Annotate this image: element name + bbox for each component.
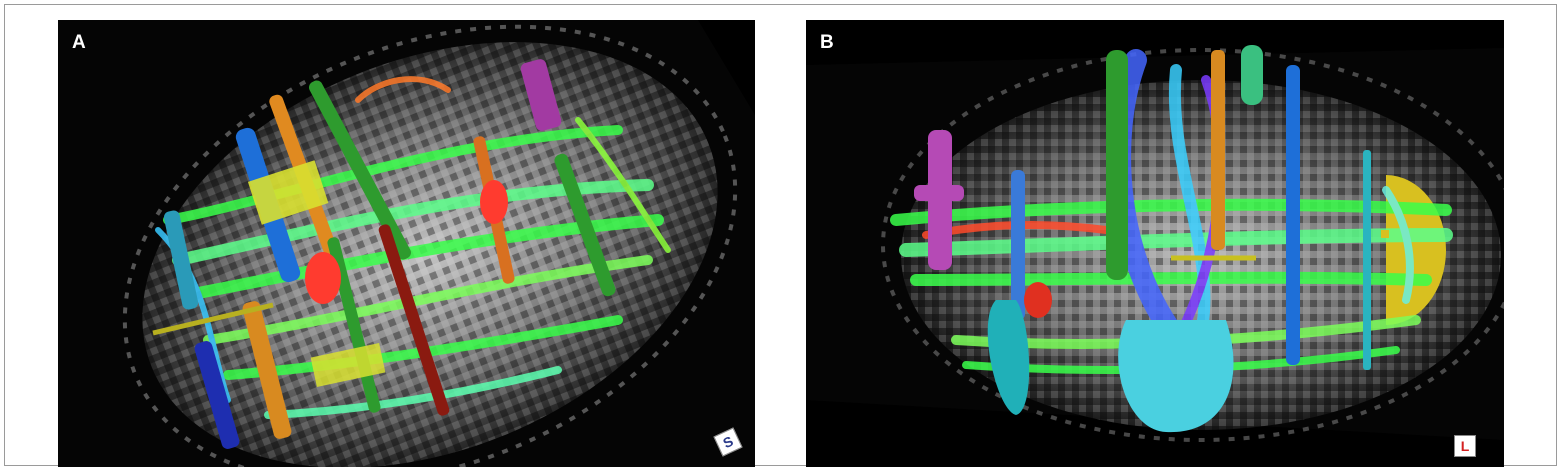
panel-b bbox=[806, 20, 1504, 467]
panel-b-render bbox=[806, 20, 1504, 467]
orientation-marker-b: L bbox=[1454, 435, 1476, 457]
panel-b-label: B bbox=[820, 32, 834, 53]
panel-a-render bbox=[58, 20, 755, 467]
orientation-marker-a: S bbox=[713, 427, 742, 456]
panel-a-label: A bbox=[72, 32, 86, 53]
panel-a bbox=[58, 20, 755, 467]
